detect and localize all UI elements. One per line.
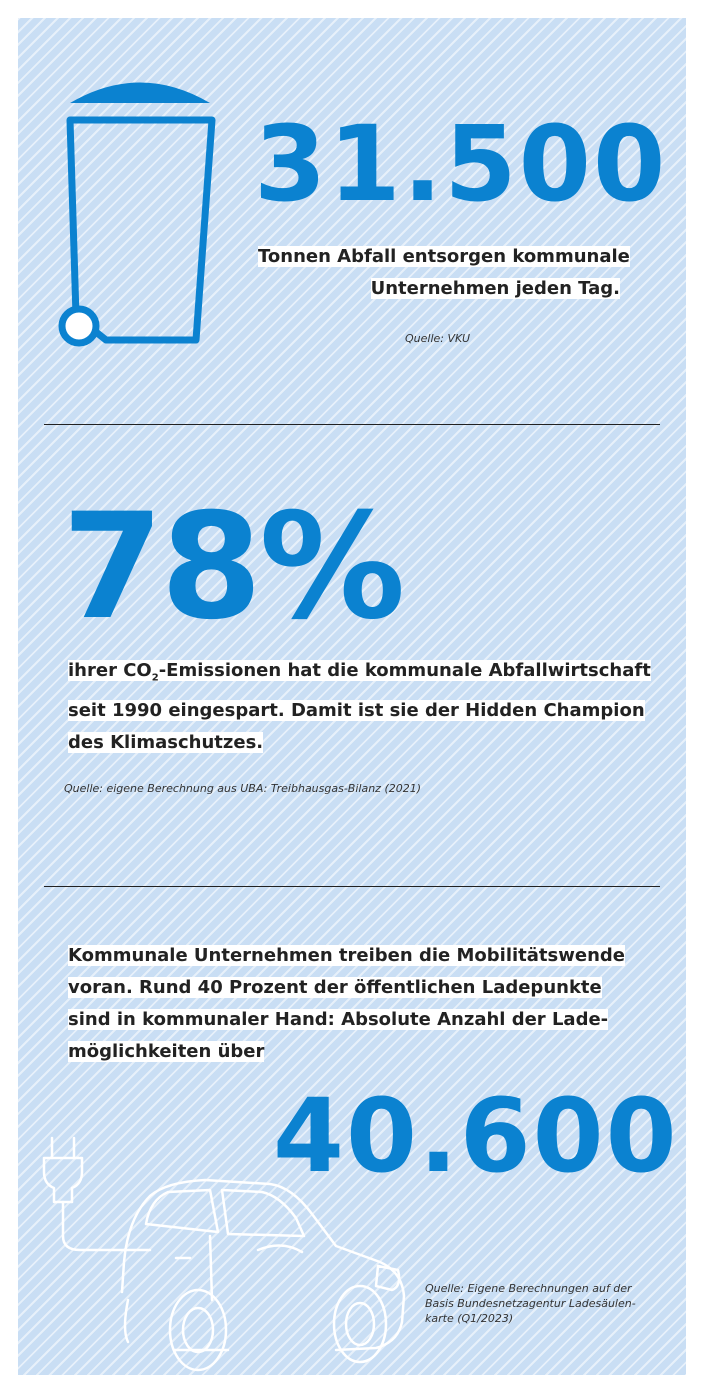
headline-number-charging: 40.600: [273, 1077, 679, 1196]
headline-percentage: 78%: [62, 482, 403, 652]
co2-description: ihrer $CO_2$-Emissionen hat die kommunale Abfallwirtschaft seit 1990 eingespart. Damit ist sie der Hidden Champion des Klimaschutzes.: [68, 660, 651, 753]
section-divider-1: [44, 424, 660, 425]
source-uba: Quelle: eigene Berechnung aus UBA: Treibhausgas-Bilanz (2021): [64, 782, 422, 795]
section-divider-2: [44, 886, 660, 887]
headline-number-waste: 31.500: [254, 103, 668, 225]
source-bundesnetzagentur: Quelle: Eigene Berechnungen auf der Basis Bundesnetzagentur Ladesäulen- karte (Q1/2023): [425, 1282, 636, 1325]
source-vku: Quelle: VKU: [405, 332, 471, 345]
mobility-description: Kommunale Unternehmen treiben die Mobilitätswende voran. Rund 40 Prozent der öffentlichen Ladepunkte sind in kommunaler Hand: Absolute Anzahl der Lade- möglichkeiten über: [68, 945, 625, 1062]
waste-description: Tonnen Abfall entsorgen kommunale Unternehmen jeden Tag.: [258, 246, 630, 299]
